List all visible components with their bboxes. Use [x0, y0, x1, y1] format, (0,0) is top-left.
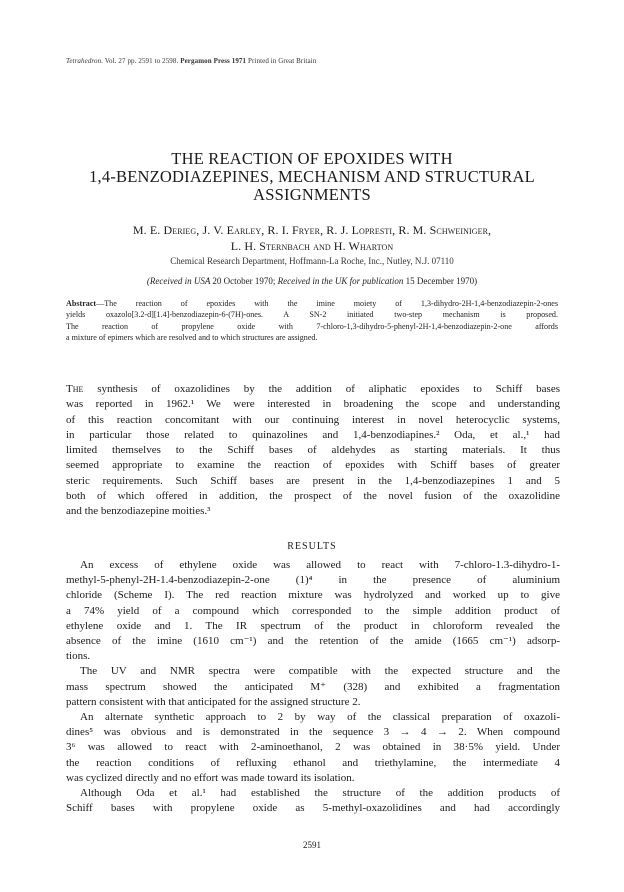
results-line: An excess of ethylene oxide was allowed to react with 7-chloro-1.3-dihydro-1-: [80, 559, 560, 571]
results-line: An alternate synthetic approach to 2 by way of the classical preparation of oxazoli-: [80, 711, 560, 724]
abstract-line: The reaction of propylene oxide with 7-chloro-1,3-dihydro-5-phenyl-2H-1,4-benzodiazepin-2-one affords: [66, 321, 558, 331]
results-line: The UV and NMR spectra were compatible with the expected structure and the: [80, 665, 560, 678]
intro-line: limited themselves to the Schiff bases of aldehydes as starting materials. It thus: [66, 444, 560, 457]
intro-line: in particular those related to quinazolines and 1,4-benzodiapines.² Oda, et al.,¹ had: [66, 428, 560, 441]
results-line: absence of the imine (1610 cm⁻¹) and the retention of the amide (1665 cm⁻¹) adsorp-: [66, 635, 560, 648]
authors-line-1: M. E. Derieg, J. V. Earley, R. I. Fryer, R. J. Lopresti, R. M. Schweiniger,: [132, 223, 492, 237]
results-line: the reaction conditions of refluxing ethanol and triethylamine, the intermediate 4: [66, 756, 560, 769]
results-section: [66, 558, 560, 816]
page-number: 2591: [303, 840, 321, 850]
received-usa-label: (Received in USA: [146, 276, 211, 286]
title-line-3: ASSIGNMENTS: [253, 185, 371, 204]
abstract-line: yields oxazolo[3.2-d][1.4]-benzodiazepin-6-(7H)-ones. A SN-2 initiated two-step mechanism is proposed.: [66, 310, 558, 320]
introduction-paragraph: [66, 382, 560, 520]
received-uk-label: Received in the UK for publication: [277, 276, 404, 286]
results-line: methyl-5-phenyl-2H-1.4-benzodiazepin-2-one (1)⁴ in the presence of aluminium: [66, 574, 560, 587]
abstract-label: Abstract: [66, 299, 97, 308]
intro-line: seemed appropriate to examine the reaction of epoxides with Schiff bases of greater: [66, 459, 560, 472]
volume-pages: Vol. 27 pp. 2591 to 2598.: [104, 57, 179, 65]
intro-line: of this reaction concomitant with our continuing interest in novel heterocyclic systems,: [66, 413, 560, 426]
received-dates: [50, 276, 574, 286]
title-line-2: 1,4-BENZODIAZEPINES, MECHANISM AND STRUCTURAL: [89, 167, 535, 186]
received-usa-date: 20 October 1970;: [212, 276, 276, 286]
results-line: dines⁵ was obvious and is demonstrated in the sequence 3 → 4 → 2. When compound: [66, 726, 560, 739]
results-line: chloride (Scheme I). The red reaction mixture was hydrolyzed and worked up to give: [66, 589, 560, 602]
results-line: tions.: [66, 650, 91, 663]
results-line: Schiff bases with propylene oxide as 5-methyl-oxazolidines and had accordingly: [66, 802, 560, 815]
journal-name: Tetrahedron.: [66, 57, 104, 65]
title-line-1: THE REACTION OF EPOXIDES WITH: [171, 149, 453, 168]
intro-lead-word: The: [66, 383, 84, 395]
results-line: ethylene oxide and 1. The IR spectrum of the product in chloroform revealed the: [66, 619, 560, 632]
results-line: was cyclized directly and no effort was made toward its isolation.: [66, 771, 355, 784]
results-line: 3⁶ was allowed to react with 2-aminoethanol, 2 was obtained in 38·5% yield. Under: [66, 741, 560, 754]
abstract-line: a mixture of epimers which are resolved and to which structures are assigned.: [66, 333, 318, 343]
results-line: a 74% yield of a compound which corresponded to the simple addition product of: [66, 604, 560, 617]
running-header: [66, 57, 316, 65]
author-list: [50, 222, 574, 254]
article-title: [50, 150, 574, 204]
results-line: pattern consistent with that anticipated for the assigned structure 2.: [66, 695, 361, 708]
section-heading-results: RESULTS: [287, 541, 337, 552]
intro-line: steric requirements. Such Schiff bases are present in the 1,4-benzodiazepines 1 and 5: [66, 474, 560, 487]
abstract: [66, 298, 558, 344]
affiliation: Chemical Research Department, Hoffmann-La Roche, Inc., Nutley, N.J. 07110: [170, 256, 454, 266]
results-line: mass spectrum showed the anticipated M⁺ (328) and exhibited a fragmentation: [66, 680, 560, 693]
received-uk-date: 15 December 1970): [405, 276, 478, 286]
abstract-line: —The reaction of epoxides with the imine moiety of 1,3-dihydro-2H-1,4-benzodiazepin-2-ones: [96, 299, 558, 308]
intro-line: and the benzodiazepine moities.³: [66, 505, 211, 518]
printed-location: Printed in Great Britain: [248, 57, 317, 65]
intro-line: was reported in 1962.¹ We were interested in broadening the scope and understanding: [66, 398, 560, 411]
results-line: Although Oda et al.¹ had established the structure of the addition products of: [80, 787, 560, 800]
authors-line-2: L. H. Sternbach and H. Wharton: [230, 239, 394, 253]
intro-line: synthesis of oxazolidines by the addition of aliphatic epoxides to Schiff bases: [83, 383, 560, 395]
intro-line: both of which offered in addition, the prospect of the novel fusion of the oxazolidine: [66, 490, 560, 503]
publisher: Pergamon Press 1971: [180, 57, 247, 65]
